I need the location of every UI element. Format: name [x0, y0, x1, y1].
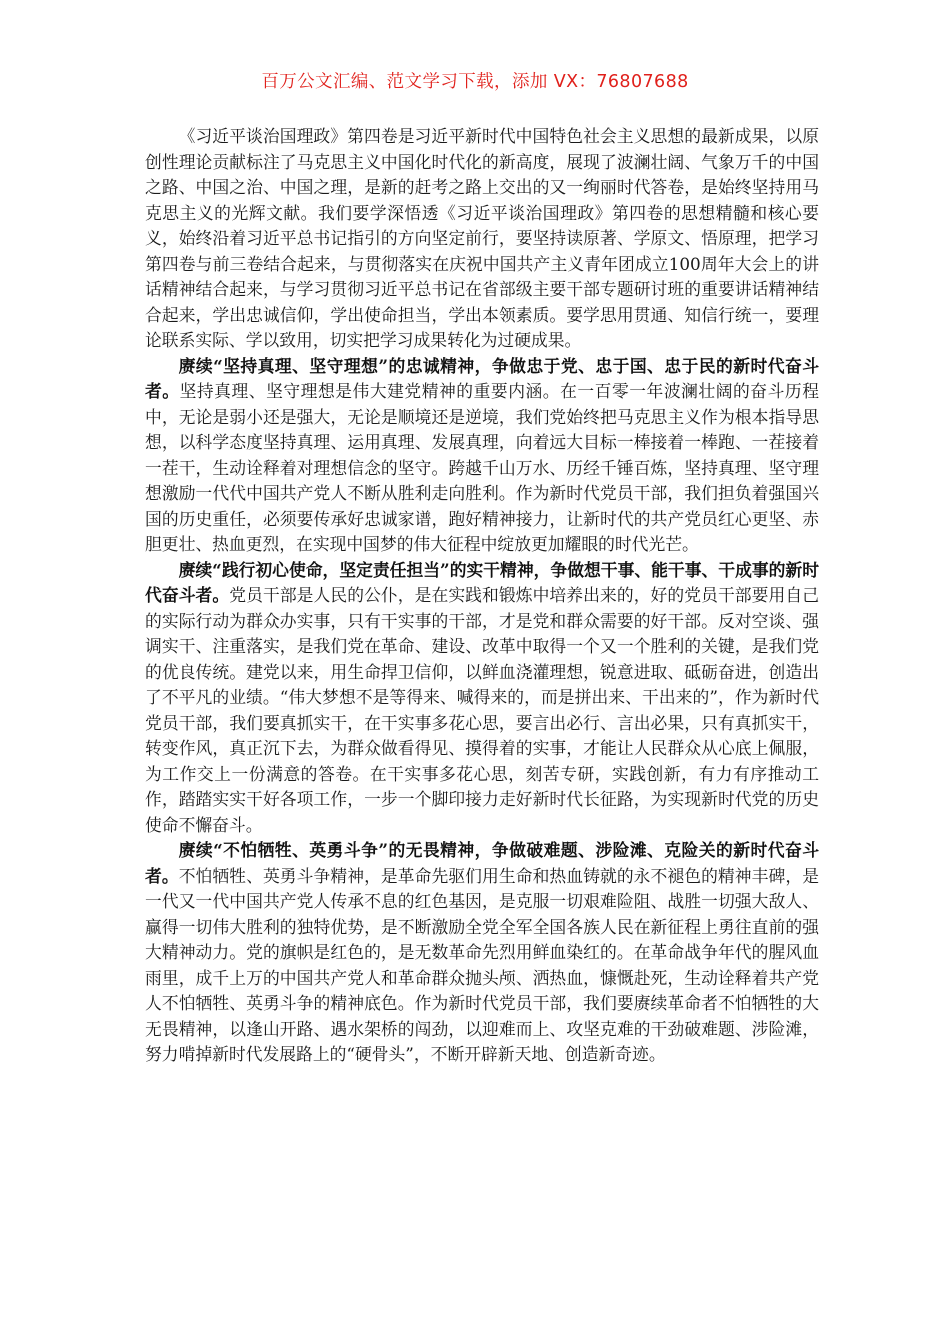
section-heading: 赓续“不怕牺牲、英勇斗争”的无畏精神，争做破难题、涉险滩、克险关的新时代奋斗者。 — [145, 840, 819, 886]
document-body — [145, 124, 819, 1068]
section-text: 坚持真理、坚守理想是伟大建党精神的重要内涵。在一百零一年波澜壮阔的奋斗历程中，无论是弱小还是强大，无论是顺境还是逆境，我们党始终把马克思主义作为根本指导思想，以科学态度坚持真理、运用真理、发展真理，向着远大目标一棒接着一棒跑、一茬接着一茬干，生动诠释着对理想信念的坚守。跨越千山万水、历经千锤百炼，坚持真理、坚守理想激励一代代中国共产党人不断从胜利走向胜利。作为新时代党员干部，我们担负着强国兴国的历史重任，必须要传承好忠诚家谱，跑好精神接力，让新时代的共产党员红心更坚、赤胆更壮、热血更烈，在实现中国梦的伟大征程中绽放更加耀眼的时代光芒。 — [145, 381, 819, 554]
section-paragraph-3 — [145, 838, 819, 1068]
section-heading: 赓续“践行初心使命，坚定责任担当”的实干精神，争做想干事、能干事、干成事的新时代奋斗者。 — [145, 559, 819, 605]
section-text: 党员干部是人民的公仆，是在实践和锻炼中培养出来的，好的党员干部要用自己的实际行动为群众办实事，只有干实事的干部，才是党和群众需要的好干部。反对空谈、强调实干、注重落实，是我们党在革命、建设、改革中取得一个又一个胜利的关键，是我们党的优良传统。建党以来，用生命捍卫信仰，以鲜血浇灌理想，锐意进取、砥砺奋进，创造出了不平凡的业绩。“伟大梦想不是等得来、喊得来的，而是拼出来、干出来的”，作为新时代党员干部，我们要真抓实干，在干实事多花心思，要言出必行、言出必果，只有真抓实干，转变作风，真正沉下去，为群众做看得见、摸得着的实事，才能让人民群众从心底上佩服，为工作交上一份满意的答卷。在干实事多花心思，刻苦专研，实践创新，有力有序推动工作，踏踏实实干好各项工作，一步一个脚印接力走好新时代长征路，为实现新时代党的历史使命不懈奋斗。 — [145, 585, 819, 835]
download-banner: 百万公文汇编、范文学习下载，添加 VX：76807688 — [261, 72, 689, 92]
section-paragraph-2 — [145, 558, 819, 839]
section-paragraph-1 — [145, 354, 819, 558]
section-text: 不怕牺牲、英勇斗争精神，是革命先驱们用生命和热血铸就的永不褪色的精神丰碑，是一代又一代中国共产党人传承不息的红色基因，是克服一切艰难险阻、战胜一切强大敌人、赢得一切伟大胜利的独特优势，是不断激励全党全军全国各族人民在新征程上勇往直前的强大精神动力。党的旗帜是红色的，是无数革命先烈用鲜血染红的。在革命战争年代的腥风血雨里，成千上万的中国共产党人和革命群众抛头颅、洒热血，慷慨赴死，生动诠释着共产党人不怕牺牲、英勇斗争的精神底色。作为新时代党员干部，我们要赓续革命者不怕牺牲的大无畏精神，以逢山开路、遇水架桥的闯劲，以迎难而上、攻坚克难的干劲破难题、涉险滩，努力啃掉新时代发展路上的“硬骨头”，不断开辟新天地、创造新奇迹。 — [145, 865, 819, 1064]
section-heading: 赓续“坚持真理、坚守理想”的忠诚精神，争做忠于党、忠于国、忠于民的新时代奋斗者。 — [145, 355, 819, 401]
intro-paragraph: 《习近平谈治国理政》第四卷是习近平新时代中国特色社会主义思想的最新成果，以原创性理论贡献标注了马克思主义中国化时代化的新高度，展现了波澜壮阔、气象万千的中国之路、中国之治、中国之理，是新的赶考之路上交出的又一绚丽时代答卷，是始终坚持用马克思主义的光辉文献。我们要学深悟透《习近平谈治国理政》第四卷的思想精髓和核心要义，始终沿着习近平总书记指引的方向坚定前行，要坚持读原著、学原文、悟原理，把学习第四卷与前三卷结合起来，与贯彻落实在庆祝中国共产主义青年团成立100周年大会上的讲话精神结合起来，与学习贯彻习近平总书记在省部级主要干部专题研讨班的重要讲话精神结合起来，学出忠诚信仰，学出使命担当，学出本领素质。要学思用贯通、知信行统一，要理论联系实际、学以致用，切实把学习成果转化为过硬成果。 — [145, 126, 819, 350]
